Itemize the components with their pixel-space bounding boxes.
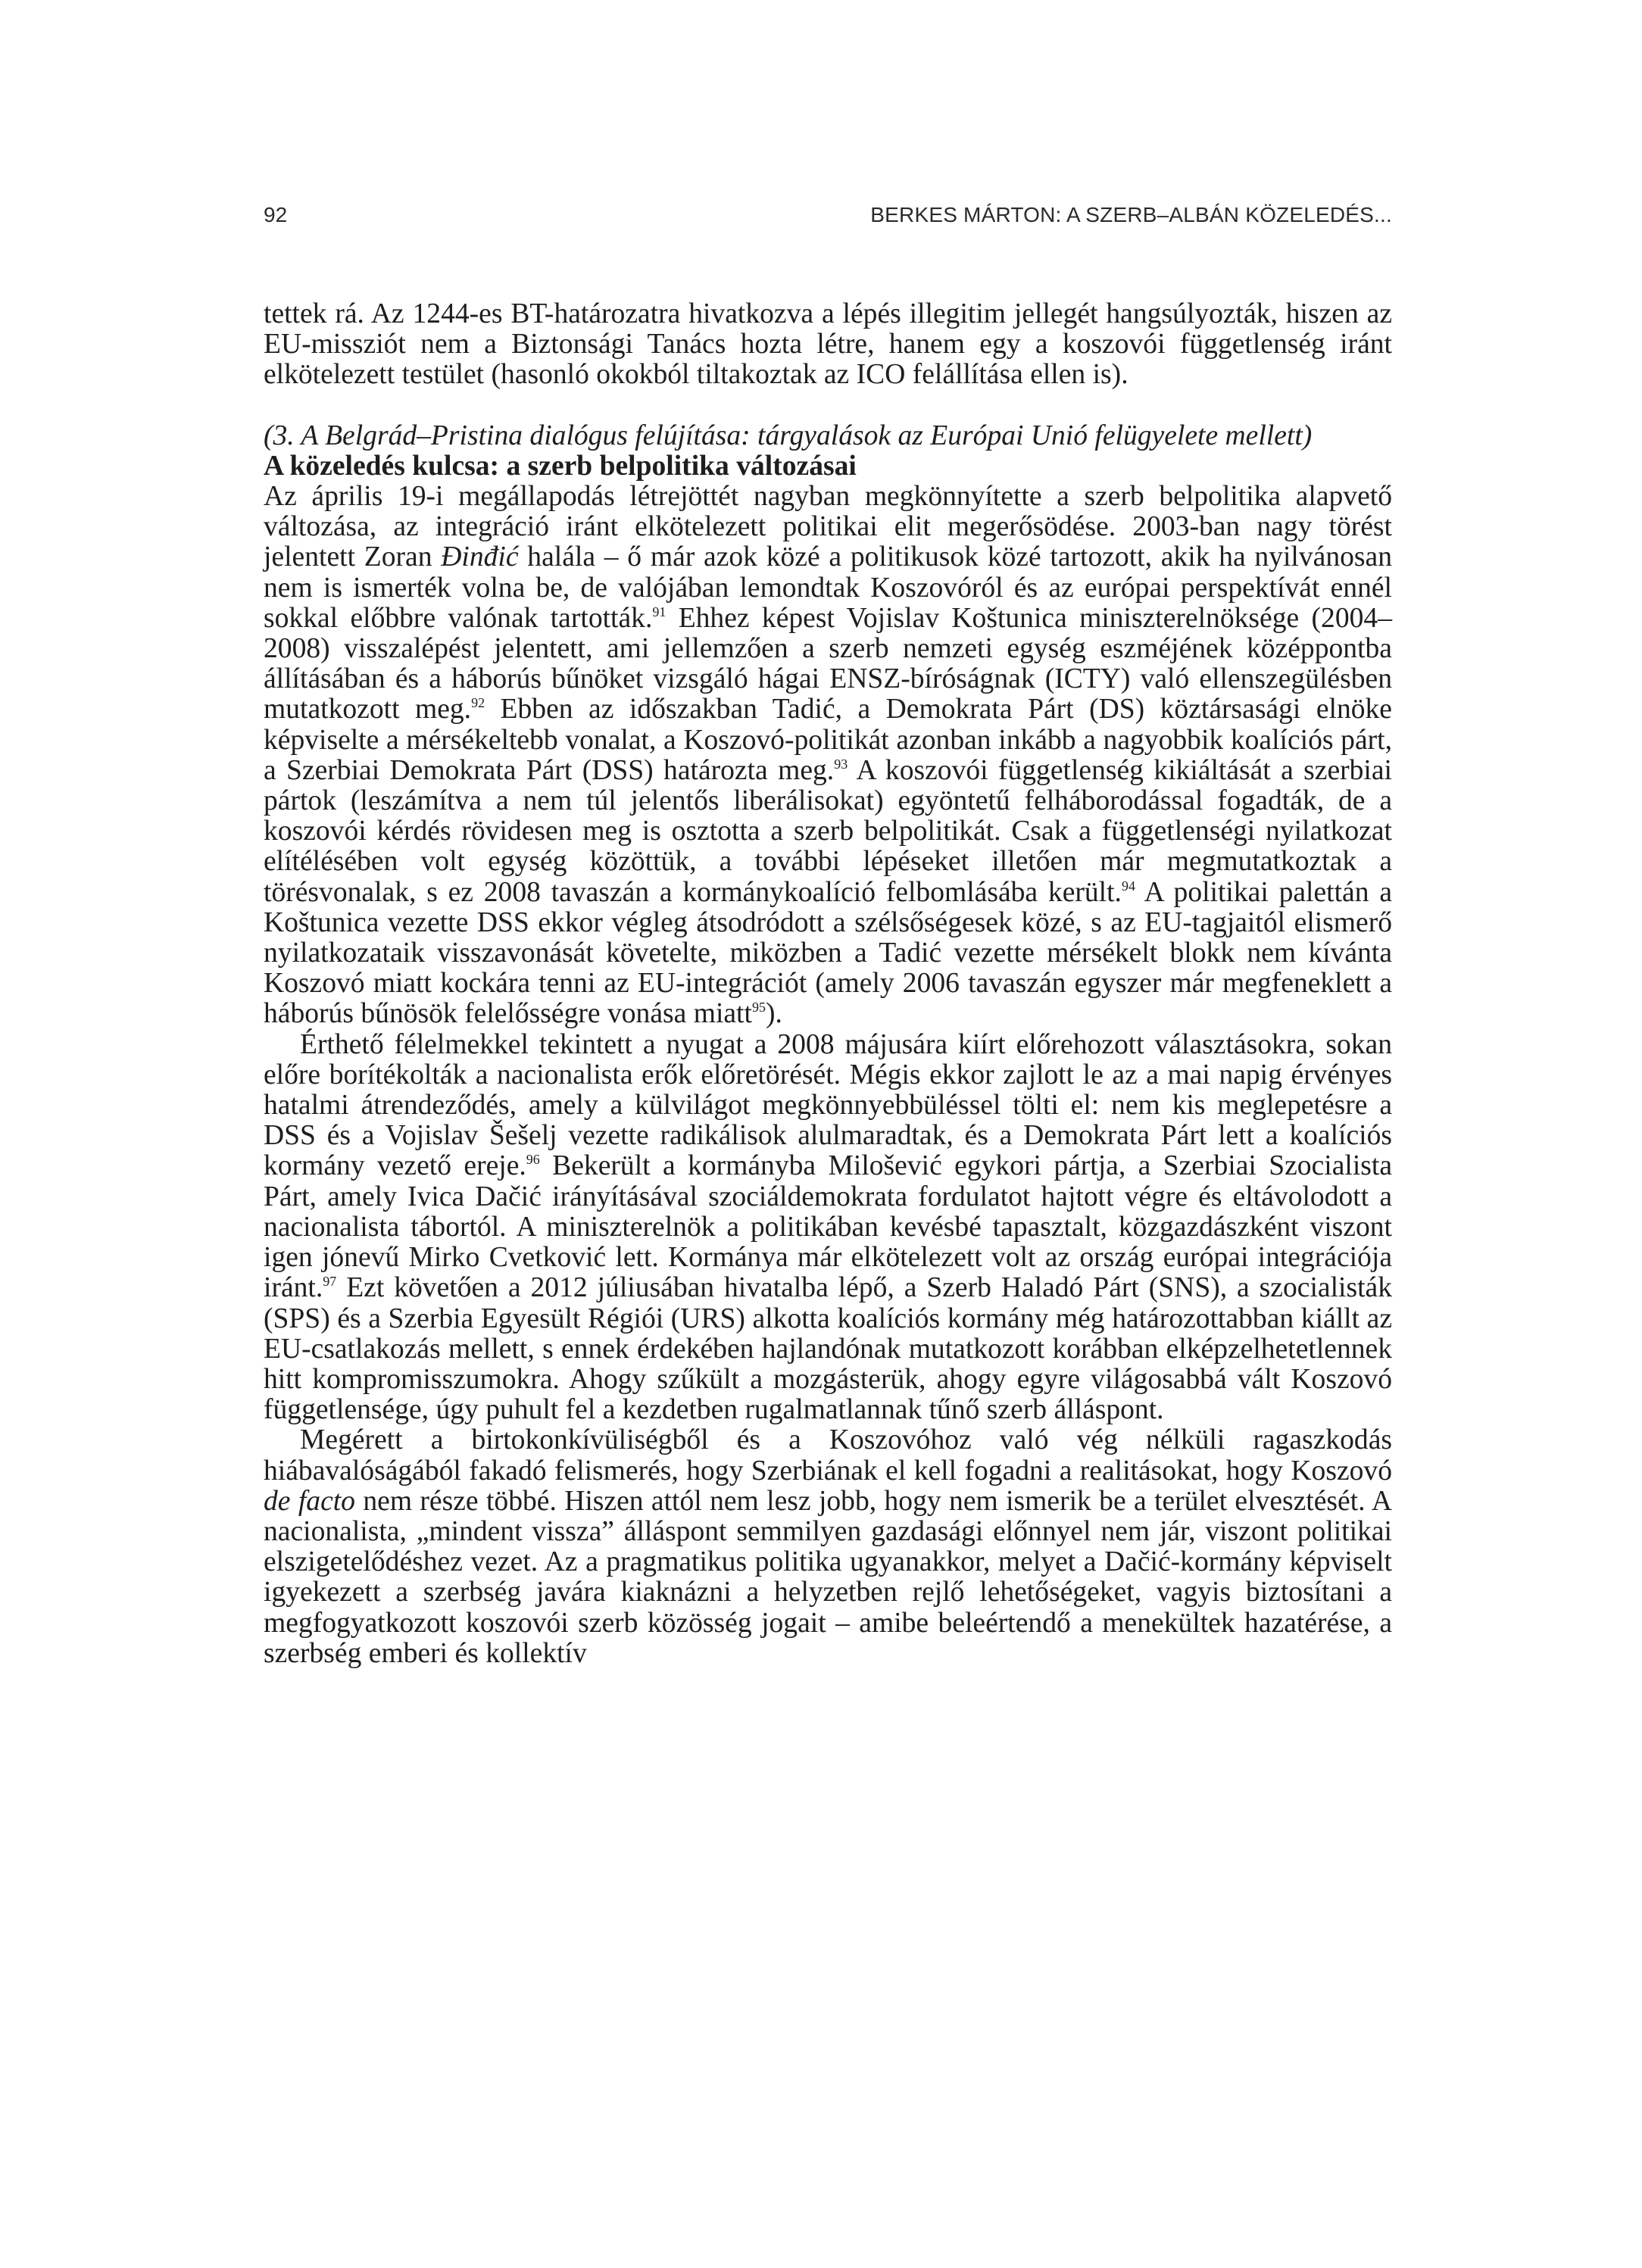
section-heading: A közeledés kulcsa: a szerb belpolitika változásai bbox=[264, 450, 857, 482]
text-run: ). bbox=[765, 998, 782, 1030]
footnote-ref: 97 bbox=[323, 1274, 337, 1290]
footnote-ref: 96 bbox=[526, 1152, 540, 1168]
text-run: A politikai palettán a Koštunica vezette DSS ekkor végleg átsodródott a szélsőségesek közé, s az EU-tagjaitól elismerő nyilatkozataik visszavonását követelte, miközben a Tadić vezette mérsékelt blokk nem kívánta Koszovó miatt kockára tenni az EU-integrációt (amely 2006 tavaszán egyszer már megfeneklett a háborús bűnösök felelősségre vonása miatt bbox=[264, 876, 1392, 1030]
footnote-ref: 92 bbox=[471, 695, 485, 711]
italic-name: Đinđić bbox=[441, 541, 519, 573]
footnote-ref: 94 bbox=[1121, 878, 1135, 894]
paragraph-continuation: tettek rá. Az 1244-es BT-határozatra hivatkozva a lépés illegitim jellegét hangsúlyozták, hiszen az EU-missziót nem a Biztonsági Tanács hozta létre, hanem egy a koszovói függetlenség iránt elkötelezett testület (hasonló okokból tiltakoztak az ICO felállítása ellen is). bbox=[264, 298, 1392, 391]
text-run: Az április 19-i megállapodás létrejöttét nagyban megkönnyítette a szerb belpolitika alapvető változása, az integráció iránt elkötelezett politikai elit megerősödése. 2003-ban nagy törést jelentett Zoran bbox=[264, 481, 1392, 573]
text-run: Bekerült a kormányba Milošević egykori pártja, a Szerbiai Szocialista Párt, amely Ivica Dačić irányításával szociáldemokrata fordulatot hajtott végre és eltávolodott a nacionalista tábortól. A miniszterelnök a politikában kevésbé tapasztalt, közgazdászként viszont igen jónevű Mirko Cvetković lett. Kormánya már elkötelezett volt az ország európai integrációja iránt. bbox=[264, 1150, 1392, 1304]
italic-term: de facto bbox=[264, 1485, 355, 1517]
paragraph-3 bbox=[264, 1425, 1392, 1669]
page-number: 92 bbox=[264, 203, 288, 226]
footnote-ref: 95 bbox=[751, 1000, 766, 1015]
running-header bbox=[264, 203, 1392, 233]
footnote-ref: 91 bbox=[652, 604, 666, 619]
text-run: Érthető félelmekkel tekintett a nyugat a 2008 májusára kiírt előrehozott választásokra, sokan előre borítékolták a nacionalista erők előretörését. Mégis ekkor zajlott le az a mai napig érvényes hatalmi átrendeződés, amely a külvilágot megkönnyebbüléssel tölti el: nem kis meglepetésre a DSS és a Vojislav Šešelj vezette radikálisok alulmaradtak, és a Demokrata Párt lett a koalíciós kormány vezető ereje. bbox=[264, 1028, 1392, 1182]
body-text bbox=[264, 299, 1392, 1669]
text-run: nem része többé. Hiszen attól nem lesz jobb, hogy nem ismerik be a terület elvesztését. A nacionalista, „mindent vissza” álláspont semmilyen gazdasági előnnyel nem jár, viszont politikai elszigetelődéshez vezet. Az a pragmatikus politika ugyanakkor, melyet a Dačić-kormány képviselt igyekezett a szerbség javára kiaknázni a helyzetben rejlő lehetőségeket, vagyis biztosítani a megfogyatkozott koszovói szerb közösség jogait – amibe beleértendő a menekültek hazatérése, a szerbség emberi és kollektív bbox=[264, 1485, 1392, 1669]
footnote-ref: 93 bbox=[834, 756, 848, 772]
text-run: Ehhez képest Vojislav Koštunica miniszterelnöksége (2004–2008) visszalépést jelentett, ami jellemzően a szerb nemzeti egység eszméjének középpontba állításában és a háborús bűnöket vizsgáló hágai ENSZ-bíróságnak (ICTY) való ellenszegülésben mutatkozott meg. bbox=[264, 602, 1392, 725]
text-run: Ebben az időszakban Tadić, a Demokrata Párt (DS) köztársasági elnöke képviselte a mérsékeltebb vonalat, a Koszovó-politikát azonban inkább a nagyobbik koalíciós párt, a Szerbiai Demokrata Párt (DSS) határozta meg. bbox=[264, 694, 1392, 786]
subsection-heading: (3. A Belgrád–Pristina dialógus felújítása: tárgyalások az Európai Unió felügyelete mellett) bbox=[264, 420, 1313, 451]
paragraph-2 bbox=[264, 1030, 1392, 1426]
spacer bbox=[264, 391, 1392, 421]
running-title: BERKES MÁRTON: A SZERB–ALBÁN KÖZELEDÉS... bbox=[870, 203, 1392, 226]
paragraph-1 bbox=[264, 482, 1392, 1030]
text-run: Megérett a birtokonkívüliségből és a Koszovóhoz való vég nélküli ragaszkodás hiábavalóságából fakadó felismerés, hogy Szerbiának el kell fogadni a realitásokat, hogy Koszovó bbox=[264, 1424, 1392, 1487]
text-run: A koszovói függetlenség kikiáltását a szerbiai pártok (leszámítva a nem túl jelentős liberálisokat) egyöntetű felháborodással fogadták, de a koszovói kérdés rövidesen meg is osztotta a szerb belpolitikát. Csak a függetlenségi nyilatkozat elítélésében volt egység közöttük, a további lépéseket illetően már megmutatkoztak a törésvonalak, s ez 2008 tavaszán a kormánykoalíció felbomlásába került. bbox=[264, 754, 1392, 908]
text-run: Ezt követően a 2012 júliusában hivatalba lépő, a Szerb Haladó Párt (SNS), a szocialisták (SPS) és a Szerbia Egyesült Régiói (URS) alkotta koalíciós kormány még határozottabban kiállt az EU-csatlakozás mellett, s ennek érdekében hajlandónak mutatkozott korábban elképzelhetetlennek hitt kompromisszumokra. Ahogy szűkült a mozgásterük, ahogy egyre világosabbá vált Koszovó függetlensége, úgy puhult fel a kezdetben rugalmatlannak tűnő szerb álláspont. bbox=[264, 1272, 1392, 1426]
text-run: halála – ő már azok közé a politikusok közé tartozott, akik ha nyilvánosan nem is ismerték volna be, de valójában lemondtak Koszovóról és az európai perspektívát ennél sokkal előbbre valónak tartották. bbox=[264, 541, 1393, 634]
